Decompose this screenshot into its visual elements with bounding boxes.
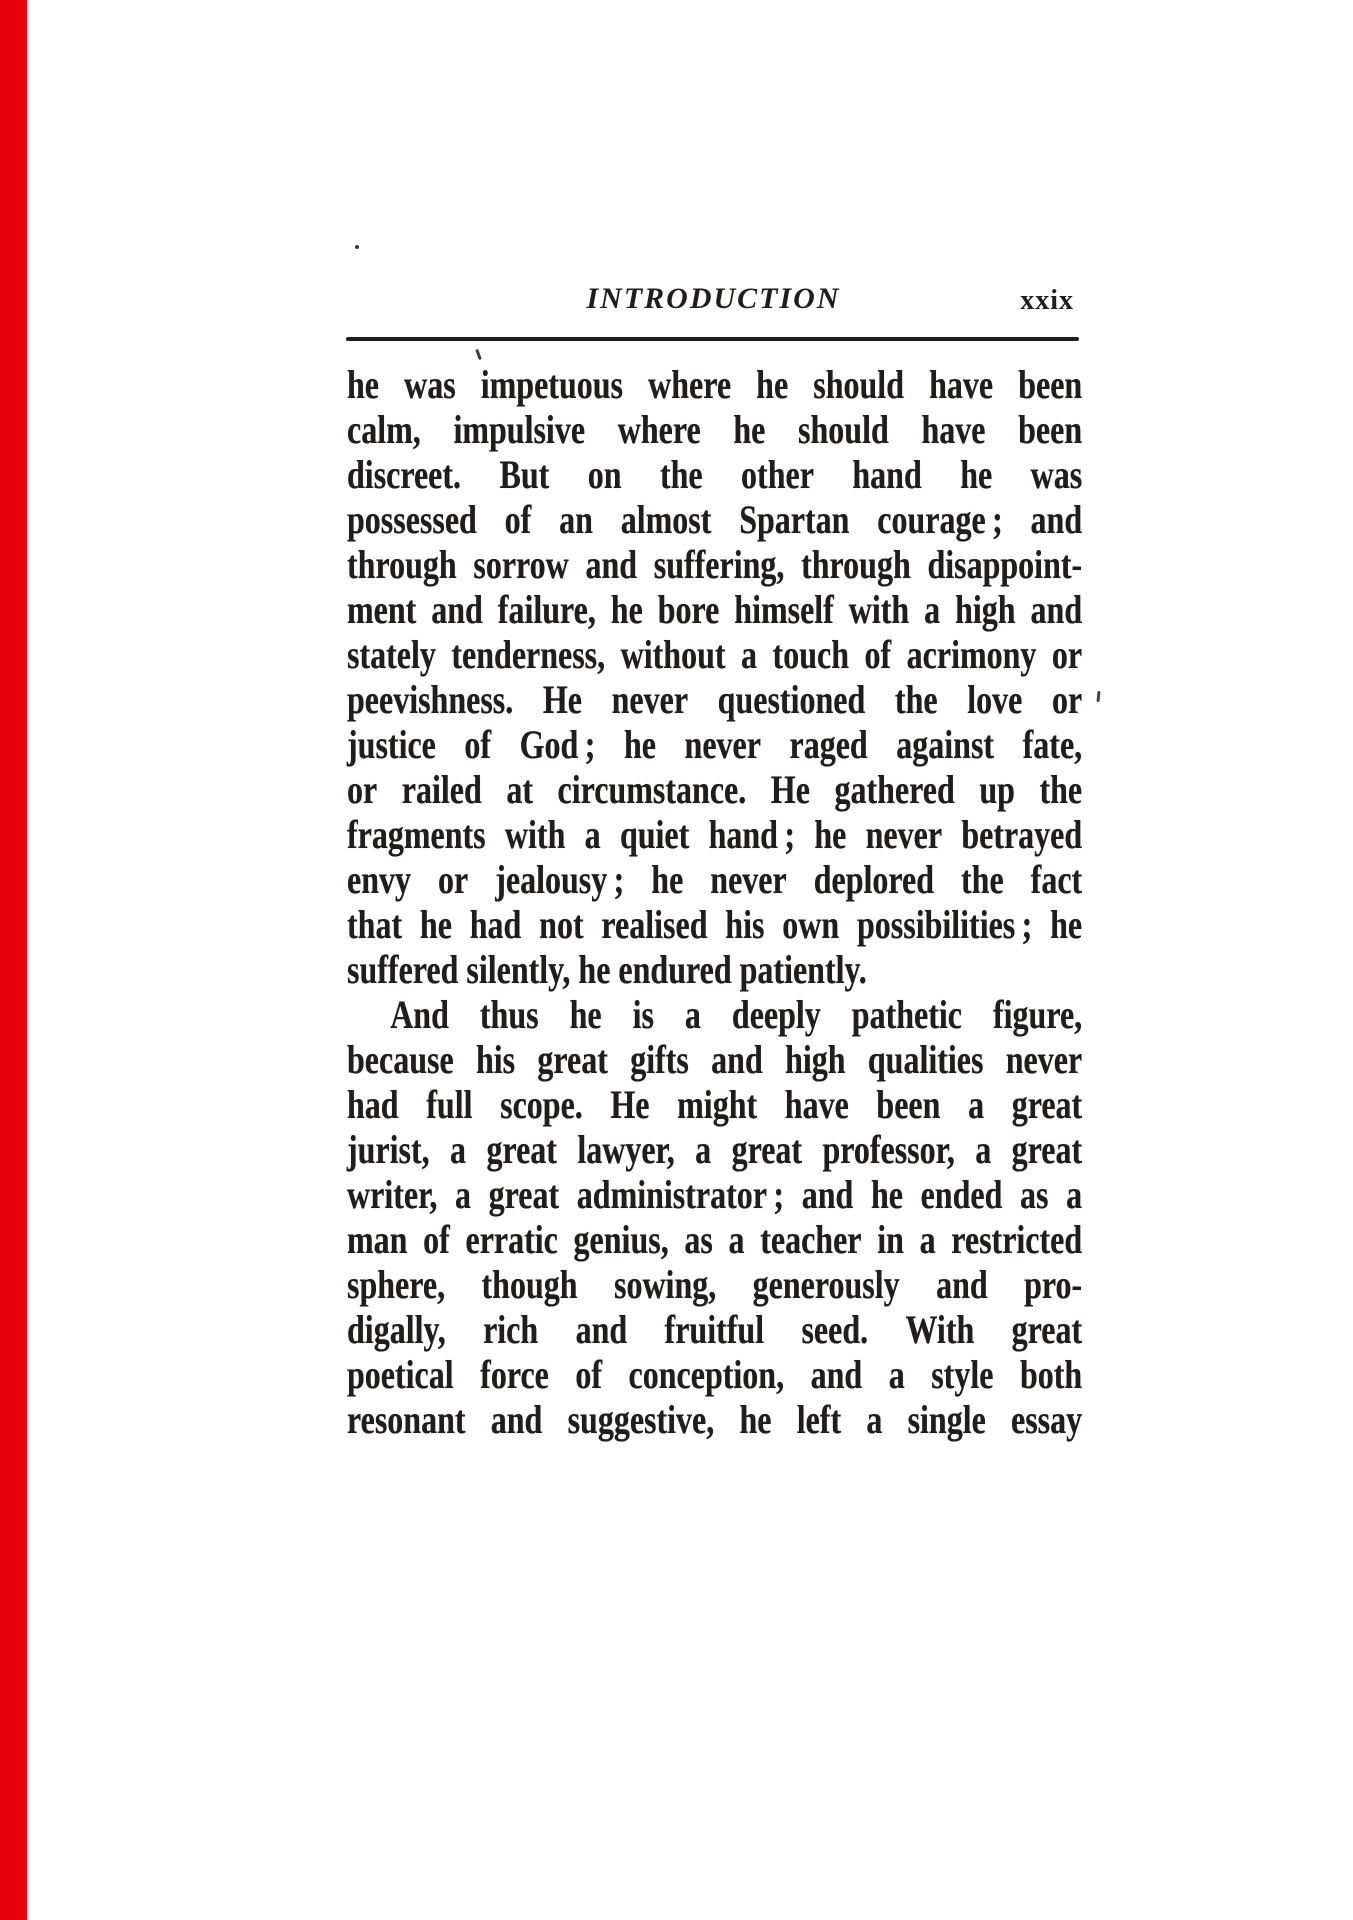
text-line: he was impetuous where he should have been [347, 362, 1083, 407]
text-line: discreet. But on the other hand he was [347, 452, 1083, 497]
ink-speck [355, 245, 359, 249]
text-line: envy or jealousy ; he never deplored the fact [347, 857, 1083, 902]
text-line: possessed of an almost Spartan courage ; and [347, 497, 1083, 542]
text-line: And thus he is a deeply pathetic figure, [390, 992, 1083, 1037]
red-edge-ribbon [0, 0, 27, 1920]
text-line: had full scope. He might have been a great [347, 1082, 1083, 1127]
running-head: INTRODUCTION [586, 282, 841, 315]
text-line: poetical force of conception, and a style both [347, 1352, 1083, 1397]
header-rule [346, 337, 1079, 341]
text-line: fragments with a quiet hand ; he never betrayed [347, 812, 1083, 857]
text-line: resonant and suggestive, he left a single essay [347, 1397, 1083, 1442]
text-line: ment and failure, he bore himself with a high and [347, 587, 1083, 632]
text-line: digally, rich and fruitful seed. With great [347, 1307, 1083, 1352]
body-text [347, 362, 1082, 1442]
text-line: justice of God ; he never raged against fate, [347, 722, 1083, 767]
page-header [347, 281, 1080, 317]
text-line: peevishness. He never questioned the love or [347, 677, 1083, 722]
ink-speck [475, 349, 482, 360]
text-line: writer, a great administrator ; and he ended as a [347, 1172, 1083, 1217]
text-line: suffered silently, he endured patiently. [347, 947, 867, 992]
text-line: because his great gifts and high qualities never [347, 1037, 1083, 1082]
text-line: stately tenderness, without a touch of acrimony or [347, 632, 1083, 677]
text-line: calm, impulsive where he should have been [347, 407, 1083, 452]
text-line: through sorrow and suffering, through disappoint- [347, 542, 1083, 587]
text-line: or railed at circumstance. He gathered up the [347, 767, 1083, 812]
page-number: xxix [1020, 285, 1074, 316]
text-line: man of erratic genius, as a teacher in a restricted [347, 1217, 1083, 1262]
text-line: that he had not realised his own possibilities ; he [347, 902, 1083, 947]
text-line: jurist, a great lawyer, a great professor, a great [347, 1127, 1083, 1172]
ink-speck [1096, 691, 1100, 702]
text-line: sphere, though sowing, generously and pro- [347, 1262, 1083, 1307]
